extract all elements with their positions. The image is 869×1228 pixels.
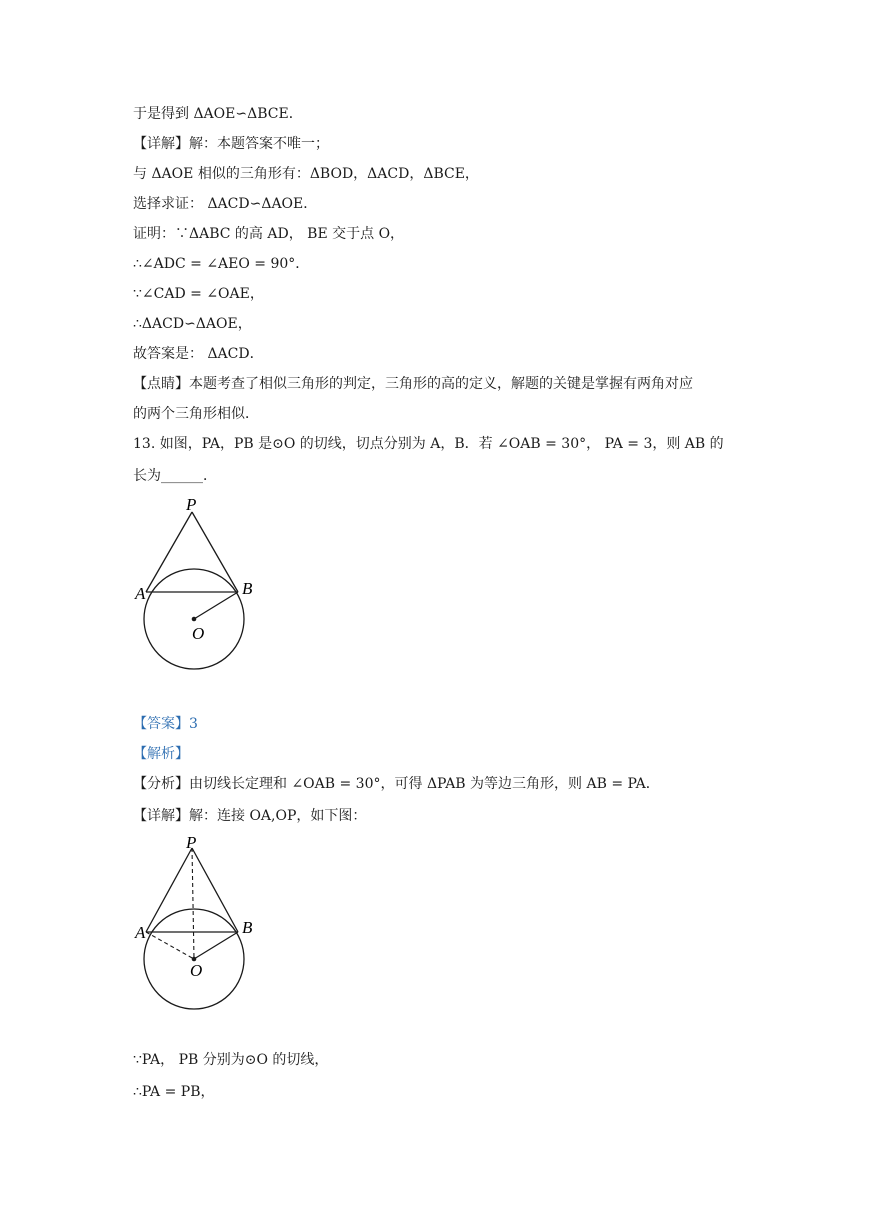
tangent-pa: [146, 512, 192, 592]
text-line-5: 证明：∵ΔABC 的高 AD， BE 交于点 O，: [133, 226, 405, 242]
label-a: A: [135, 923, 146, 942]
text-line-6: ∴∠ADC = ∠AEO = 90°．: [133, 256, 310, 272]
text-line-8: ∴ΔACD∽ΔAOE，: [133, 316, 252, 332]
text-line-4: 选择求证： ΔACD∽ΔAOE．: [133, 196, 318, 212]
label-a: A: [135, 584, 146, 603]
text-line-10: 【点睛】本题考查了相似三角形的判定，三角形的高的定义，解题的关键是掌握有两角对应: [133, 376, 693, 392]
figure-2-solution-diagram: [132, 834, 262, 1012]
question-13-blank: 长为______．: [133, 468, 217, 484]
analysis-line-2: 【详解】解：连接 OA,OP，如下图：: [133, 808, 367, 824]
label-p: P: [186, 834, 197, 852]
dashed-oa: [146, 932, 194, 959]
answer-label: 【答案】3: [133, 716, 198, 732]
tangent-pb: [192, 848, 238, 932]
final-line-1: ∵PA， PB 分别为⊙O 的切线，: [133, 1052, 329, 1068]
tangent-pa: [146, 848, 192, 932]
text-line-1: 于是得到 ΔAOE∽ΔBCE．: [133, 106, 303, 122]
text-line-11: 的两个三角形相似．: [133, 406, 259, 422]
label-o: O: [192, 624, 205, 643]
label-p: P: [186, 495, 197, 514]
dashed-op: [192, 848, 194, 959]
text-line-9: 故答案是： ΔACD．: [133, 346, 264, 362]
label-o: O: [190, 961, 203, 980]
text-line-2: 【详解】解：本题答案不唯一；: [133, 136, 329, 152]
center-point: [192, 617, 197, 622]
tangent-pb: [192, 512, 238, 592]
segment-ob: [194, 592, 238, 619]
label-b: B: [242, 918, 253, 937]
analysis-label: 【解析】: [133, 746, 189, 762]
text-line-3: 与 ΔAOE 相似的三角形有：ΔBOD，ΔACD，ΔBCE，: [133, 166, 479, 182]
question-13: 13. 如图，PA，PB 是⊙O 的切线，切点分别为 A，B．若 ∠OAB = 30°， PA = 3，则 AB 的: [133, 436, 724, 452]
label-b: B: [242, 579, 253, 598]
figure-1-tangent-diagram: [132, 494, 262, 676]
text-line-7: ∵∠CAD = ∠OAE，: [133, 286, 264, 302]
final-line-2: ∴PA = PB，: [133, 1084, 215, 1100]
segment-ob: [194, 932, 238, 959]
analysis-line-1: 【分析】由切线长定理和 ∠OAB = 30°，可得 ΔPAB 为等边三角形，则 AB = PA．: [133, 776, 660, 792]
